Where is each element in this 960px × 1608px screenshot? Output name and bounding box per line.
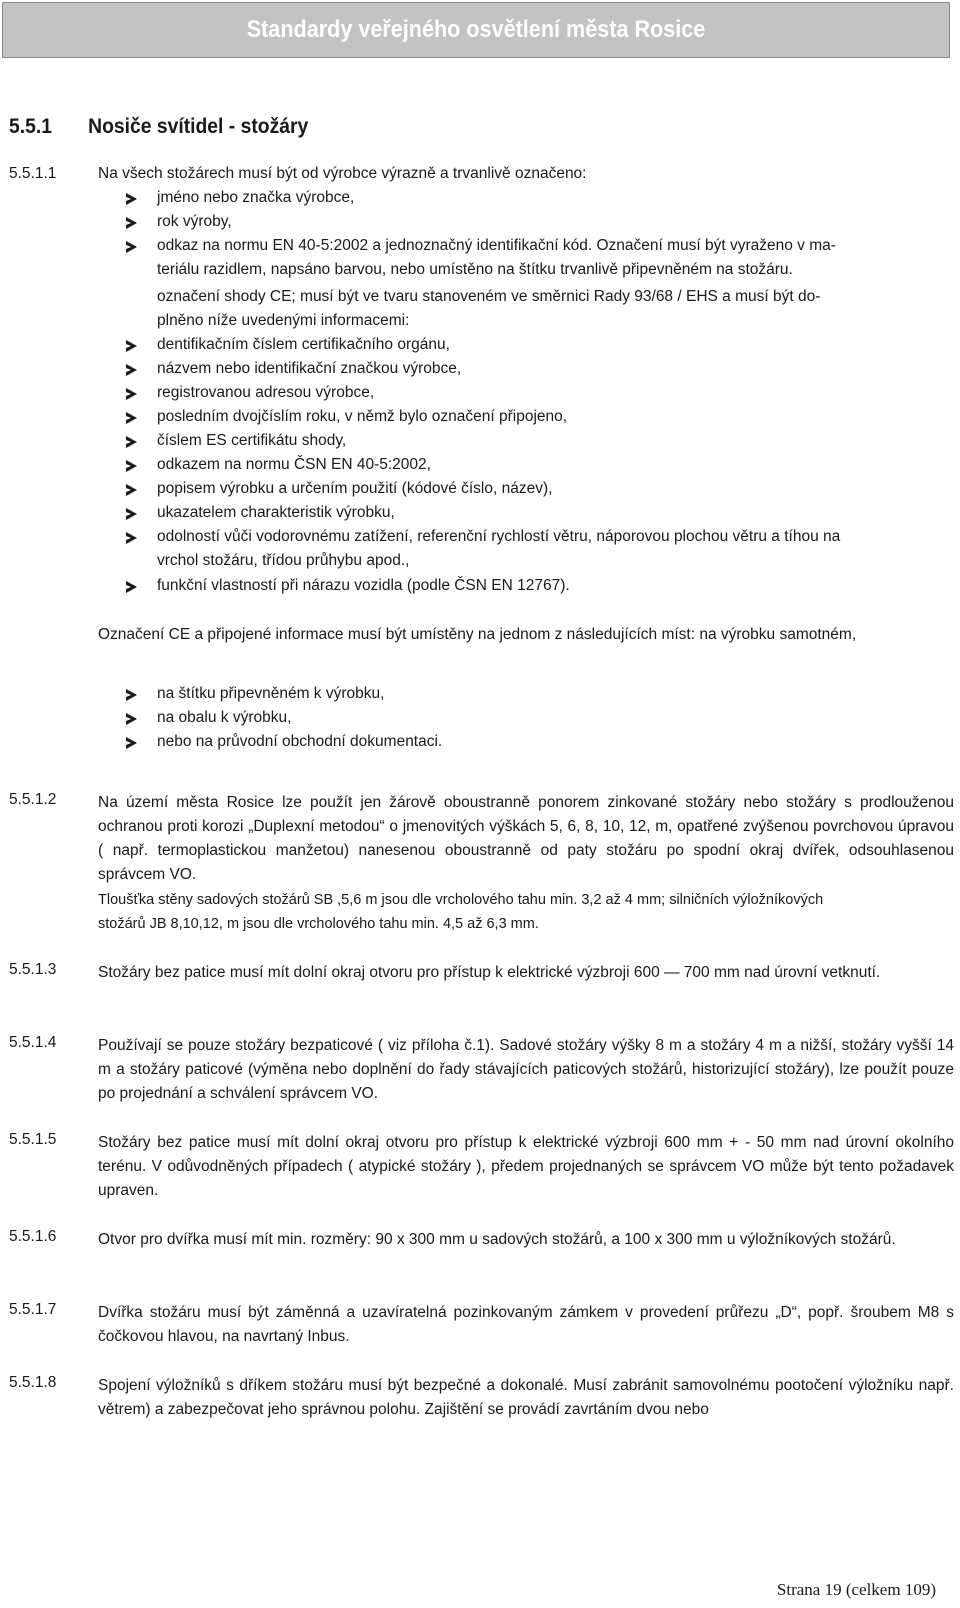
arrow-bullet-icon <box>126 388 137 400</box>
list-item: dentifikačním číslem certifikačního orgánu, <box>157 336 450 353</box>
paragraph-text: Dvířka stožáru musí být záměnná a uzavíratelná pozinkovaným zámkem v provedení průřezu „D“, popř. šroubem M8 s čočkovou hlavou, na navrtaný Inbus. <box>98 1304 954 1345</box>
paragraph-number: 5.5.1.3 <box>9 961 57 978</box>
document-title: Standardy veřejného osvětlení města Rosice <box>246 16 706 43</box>
note-text: stožárů JB 8,10,12, m jsou dle vrcholového tahu min. 4,5 až 6,3 mm. <box>98 916 539 932</box>
list-item: popisem výrobku a určením použití (kódové číslo, název), <box>157 480 553 497</box>
list-item: odolností vůči vodorovnému zatížení, referenční rychlostí větru, náporovou plochou větru a tíhou na <box>157 528 841 545</box>
paragraph-number: 5.5.1.5 <box>9 1131 57 1148</box>
arrow-bullet-icon <box>126 508 137 520</box>
paragraph <box>9 961 954 985</box>
arrow-bullet-icon <box>126 713 137 725</box>
list-item: ukazatelem charakteristik výrobku, <box>157 504 395 521</box>
list-item: názvem nebo identifikační značkou výrobce, <box>157 360 462 377</box>
list-item: číslem ES certifikátu shody, <box>157 432 347 449</box>
paragraph-number: 5.5.1.1 <box>9 165 57 182</box>
paragraph <box>9 791 954 887</box>
paragraph-text: Otvor pro dvířka musí mít min. rozměry: 90 x 300 mm u sadových stožárů, a 100 x 300 mm u výložníkových stožárů. <box>98 1231 896 1248</box>
note-text: Tloušťka stěny sadových stožárů SB ,5,6 m jsou dle vrcholového tahu min. 3,2 až 4 mm; silničních výložníkových <box>98 892 824 908</box>
paragraph <box>9 1301 954 1349</box>
list-item: jméno nebo značka výrobce, <box>157 189 355 206</box>
arrow-bullet-icon <box>126 412 137 424</box>
paragraph-text: Na území města Rosice lze použít jen žárově oboustranně ponorem zinkované stožáry nebo stožáry s prodlouženou ochranou proti korozi „Duplexní metodou“ o jmenovitých výškách 5, 6, 8, 10, 12, m, opatřené zvýšenou povrchovou úpravou ( např. termoplastickou manžetou) nanesenou oboustranně od paty stožáru po spodní okraj dvířek, odsouhlasenou správcem VO. <box>98 794 954 883</box>
section-number: 5.5.1 <box>9 115 52 138</box>
paragraph-number: 5.5.1.6 <box>9 1228 57 1245</box>
list-item-continuation: vrchol stožáru, třídou průhybu apod., <box>157 552 410 569</box>
list-item: registrovanou adresou výrobce, <box>157 384 375 401</box>
arrow-bullet-icon <box>126 737 137 749</box>
section-heading <box>9 115 308 139</box>
list-item: odkazem na normu ČSN EN 40-5:2002, <box>157 456 431 473</box>
list-item-continuation: teriálu razidlem, napsáno barvou, nebo umístěno na štítku trvanlivě připevněném na stožáru. <box>157 261 793 278</box>
section-title: Nosiče svítidel - stožáry <box>88 115 309 138</box>
list-item: posledním dvojčíslím roku, v němž bylo označení připojeno, <box>157 408 568 425</box>
arrow-bullet-icon <box>126 532 137 544</box>
paragraph-text: Používají se pouze stožáry bezpaticové ( viz příloha č.1). Sadové stožáry výšky 8 m a stožáry 4 m a nižší, stožáry vyšší 14 m a stožáry paticové (výměna nebo doplnění do řady stávajících paticových stožárů, historizující stožáry), lze použít pouze po projednání a schválení správcem VO. <box>98 1037 954 1102</box>
paragraph-text: Stožáry bez patice musí mít dolní okraj otvoru pro přístup k elektrické výzbroji 600 mm + - 50 mm nad úrovní okolního terénu. V odůvodněných případech ( atypické stožáry ), předem projednaných se správcem VO může být tento požadavek upraven. <box>98 1134 954 1199</box>
arrow-bullet-icon <box>126 217 137 229</box>
paragraph-text: Stožáry bez patice musí mít dolní okraj otvoru pro přístup k elektrické výzbroji 600 — 700 mm nad úrovní vetknutí. <box>98 964 881 981</box>
paragraph-number: 5.5.1.8 <box>9 1374 57 1391</box>
ce-marking-text: označení shody CE; musí být ve tvaru stanoveném ve směrnici Rady 93/68 / EHS a musí být do- <box>157 288 821 305</box>
paragraph <box>9 1228 954 1252</box>
paragraph-number: 5.5.1.4 <box>9 1034 57 1051</box>
arrow-bullet-icon <box>126 436 137 448</box>
paragraph-text: Spojení výložníků s dříkem stožáru musí být bezpečné a dokonalé. Musí zabránit samovolnému pootočení výložníku např. větrem) a zabezpečovat jeho správnou polohu. Zajištění se provádí zavrtáním dvou nebo <box>98 1377 954 1418</box>
list-item: na obalu k výrobku, <box>157 709 292 726</box>
paragraph <box>9 1374 954 1422</box>
list-item: nebo na průvodní obchodní dokumentaci. <box>157 733 443 750</box>
arrow-bullet-icon <box>126 364 137 376</box>
paragraph-number: 5.5.1.7 <box>9 1301 57 1318</box>
list-item: rok výroby, <box>157 213 232 230</box>
paragraph-intro: Na všech stožárech musí být od výrobce výrazně a trvanlivě označeno: <box>98 165 587 182</box>
list-item: funkční vlastností při nárazu vozidla (podle ČSN EN 12767). <box>157 577 570 594</box>
list-item: na štítku připevněném k výrobku, <box>157 685 385 702</box>
paragraph <box>9 1034 954 1106</box>
paragraph <box>9 1131 954 1203</box>
arrow-bullet-icon <box>126 193 137 205</box>
arrow-bullet-icon <box>126 340 137 352</box>
arrow-bullet-icon <box>126 460 137 472</box>
ce-marking-text: plněno níže uvedenými informacemi: <box>157 312 410 329</box>
list-item: odkaz na normu EN 40-5:2002 a jednoznačný identifikační kód. Označení musí být vyraženo v ma- <box>157 237 836 254</box>
paragraph-number: 5.5.1.2 <box>9 791 57 808</box>
arrow-bullet-icon <box>126 689 137 701</box>
page-number: Strana 19 (celkem 109) <box>776 1580 936 1599</box>
arrow-bullet-icon <box>126 484 137 496</box>
header-bar <box>2 2 950 58</box>
arrow-bullet-icon <box>126 241 137 253</box>
arrow-bullet-icon <box>126 581 137 593</box>
placement-text: Označení CE a připojené informace musí být umístěny na jednom z následujících míst: na výrobku samotném, <box>98 626 857 643</box>
